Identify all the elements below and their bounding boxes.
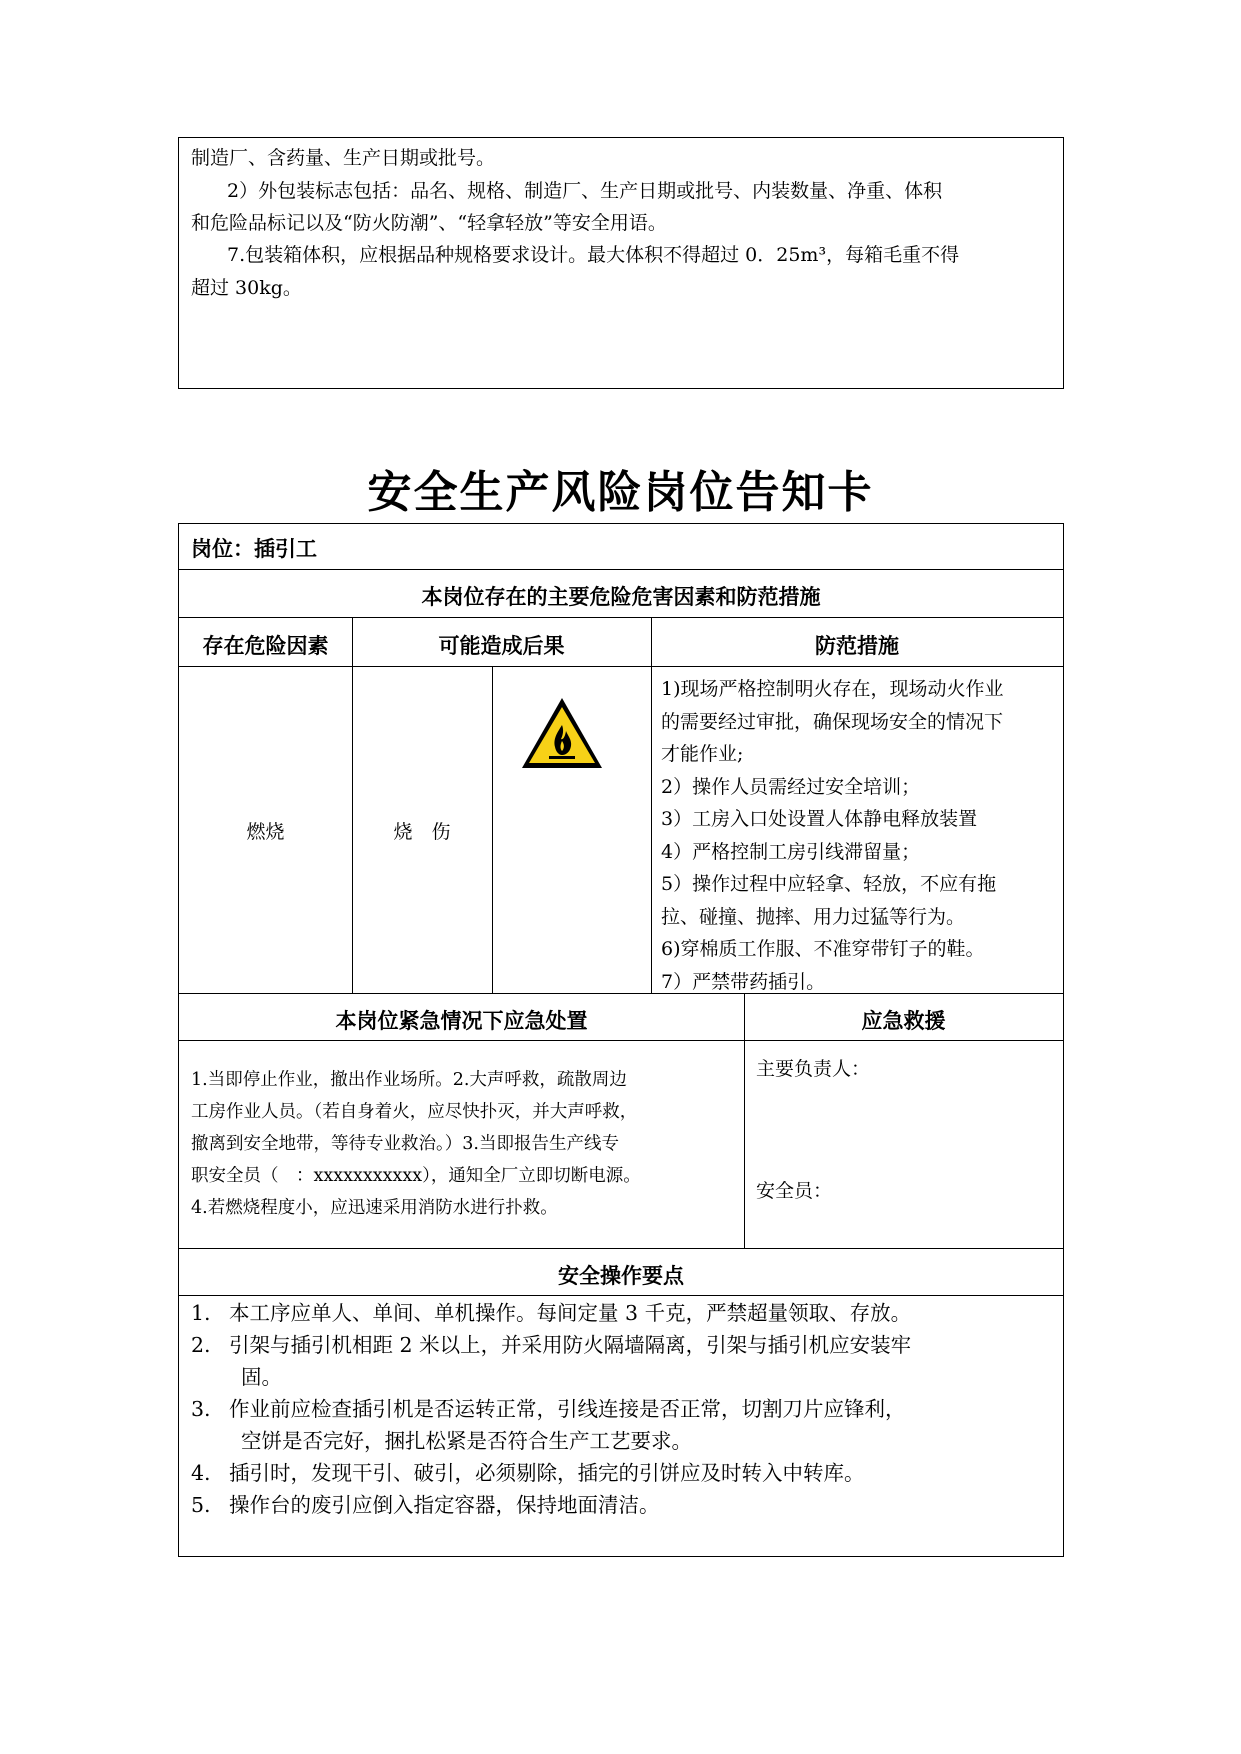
- measure-line: 7）严禁带药插引。: [661, 970, 826, 993]
- emergency-line: 工房作业人员。（若自身着火，应尽快扑灭，并大声呼救，: [191, 1102, 638, 1122]
- measure-line: 1)现场严格控制明火存在，现场动火作业: [661, 678, 1004, 700]
- hazard-consequence: 烧 伤: [393, 821, 451, 843]
- divider: [179, 666, 1063, 667]
- measure-line: 才能作业;: [661, 743, 744, 765]
- operation-text: 本工序应单人、单间、单机操作。每间定量 3 千克，严禁超量领取、存放。: [229, 1301, 912, 1325]
- divider: [179, 1248, 1063, 1249]
- operations-header: 安全操作要点: [558, 1264, 684, 1288]
- operation-text: 插引时，发现干引、破引，必须剔除，插完的引饼应及时转入中转库。: [229, 1461, 865, 1485]
- emergency-line: 撤离到安全地带，等待专业救治。）3.当即报告生产线专: [191, 1134, 619, 1154]
- measure-line: 的需要经过审批，确保现场安全的情况下: [661, 710, 1004, 733]
- continuation-line-1: 制造厂、含药量、生产日期或批号。: [191, 147, 496, 169]
- measure-line: 3）工房入口处设置人体静电释放装置: [661, 808, 978, 830]
- measure-line: 4）严格控制工房引线滞留量；: [661, 840, 921, 863]
- operation-item: [191, 1393, 1061, 1425]
- flammable-warning-icon: [519, 695, 605, 771]
- operation-text: 作业前应检查插引机是否运转正常，引线连接是否正常，切割刀片应锋利，: [229, 1397, 906, 1421]
- emergency-procedure: [191, 1064, 741, 1224]
- operation-number: 2.: [191, 1333, 211, 1357]
- measure-line: 6)穿棉质工作服、不准穿带钉子的鞋。: [661, 938, 985, 960]
- divider: [492, 666, 493, 993]
- measures-list: [661, 673, 1061, 998]
- operation-item: [191, 1457, 1061, 1489]
- column-header-factor: 存在危险因素: [202, 634, 329, 658]
- continuation-box: [178, 137, 1064, 389]
- measure-line: 2）操作人员需经过安全培训；: [661, 775, 921, 798]
- continuation-line-2: 2）外包装标志包括：品名、规格、制造厂、生产日期或批号、内装数量、净重、体积: [227, 180, 943, 202]
- operation-text: 操作台的废引应倒入指定容器，保持地面清洁。: [229, 1493, 660, 1517]
- operation-item: [191, 1329, 1061, 1361]
- operation-item: [191, 1297, 1061, 1329]
- emergency-line: 职安全员（ ：xxxxxxxxxxx），通知全厂立即切断电源。: [191, 1166, 641, 1186]
- divider: [352, 617, 353, 993]
- operation-continuation: 固。: [241, 1365, 282, 1389]
- hazards-section-header: 本岗位存在的主要危险危害因素和防范措施: [421, 585, 821, 609]
- measure-line: 5）操作过程中应轻拿、轻放，不应有拖: [661, 873, 997, 895]
- operation-number: 4.: [191, 1461, 211, 1485]
- divider: [179, 569, 1063, 570]
- continuation-line-3: 和危险品标记以及“防火防潮”、“轻拿轻放”等安全用语。: [191, 212, 667, 234]
- divider: [179, 1040, 1063, 1041]
- divider: [179, 1295, 1063, 1296]
- operation-number: 1.: [191, 1301, 211, 1325]
- page-title: 安全生产风险岗位告知卡: [367, 467, 874, 518]
- divider: [179, 617, 1063, 618]
- operation-number: 5.: [191, 1493, 211, 1517]
- emergency-line: 4.若燃烧程度小，应迅速采用消防水进行扑救。: [191, 1198, 558, 1218]
- rescue-safety-officer-label: 安全员：: [756, 1180, 833, 1202]
- operation-text: 引架与插引机相距 2 米以上，并采用防火隔墙隔离，引架与插引机应安装牢: [229, 1333, 912, 1357]
- measure-line: 拉、碰撞、抛摔、用力过猛等行为。: [661, 905, 966, 928]
- rescue-header: 应急救援: [861, 1009, 946, 1033]
- hazard-factor: 燃烧: [246, 821, 285, 843]
- emergency-header: 本岗位紧急情况下应急处置: [335, 1009, 588, 1033]
- continuation-line-4: 7.包装箱体积，应根据品种规格要求设计。最大体积不得超过 0．25m³，每箱毛重不得: [227, 244, 960, 266]
- operation-item: [191, 1489, 1061, 1521]
- rescue-leader-label: 主要负责人：: [756, 1058, 871, 1080]
- continuation-line-5: 超过 30kg。: [191, 277, 302, 299]
- column-header-consequence: 可能造成后果: [438, 634, 565, 658]
- operation-number: 3.: [191, 1397, 211, 1421]
- risk-notice-card: [178, 523, 1064, 1557]
- operations-list: [191, 1297, 1061, 1521]
- operation-continuation: 空饼是否完好，捆扎松紧是否符合生产工艺要求。: [241, 1429, 692, 1453]
- emergency-line: 1.当即停止作业，撤出作业场所。2.大声呼救，疏散周边: [191, 1070, 627, 1090]
- column-header-measures: 防范措施: [815, 634, 899, 658]
- post-label: 岗位：插引工: [191, 537, 317, 561]
- divider: [651, 617, 652, 993]
